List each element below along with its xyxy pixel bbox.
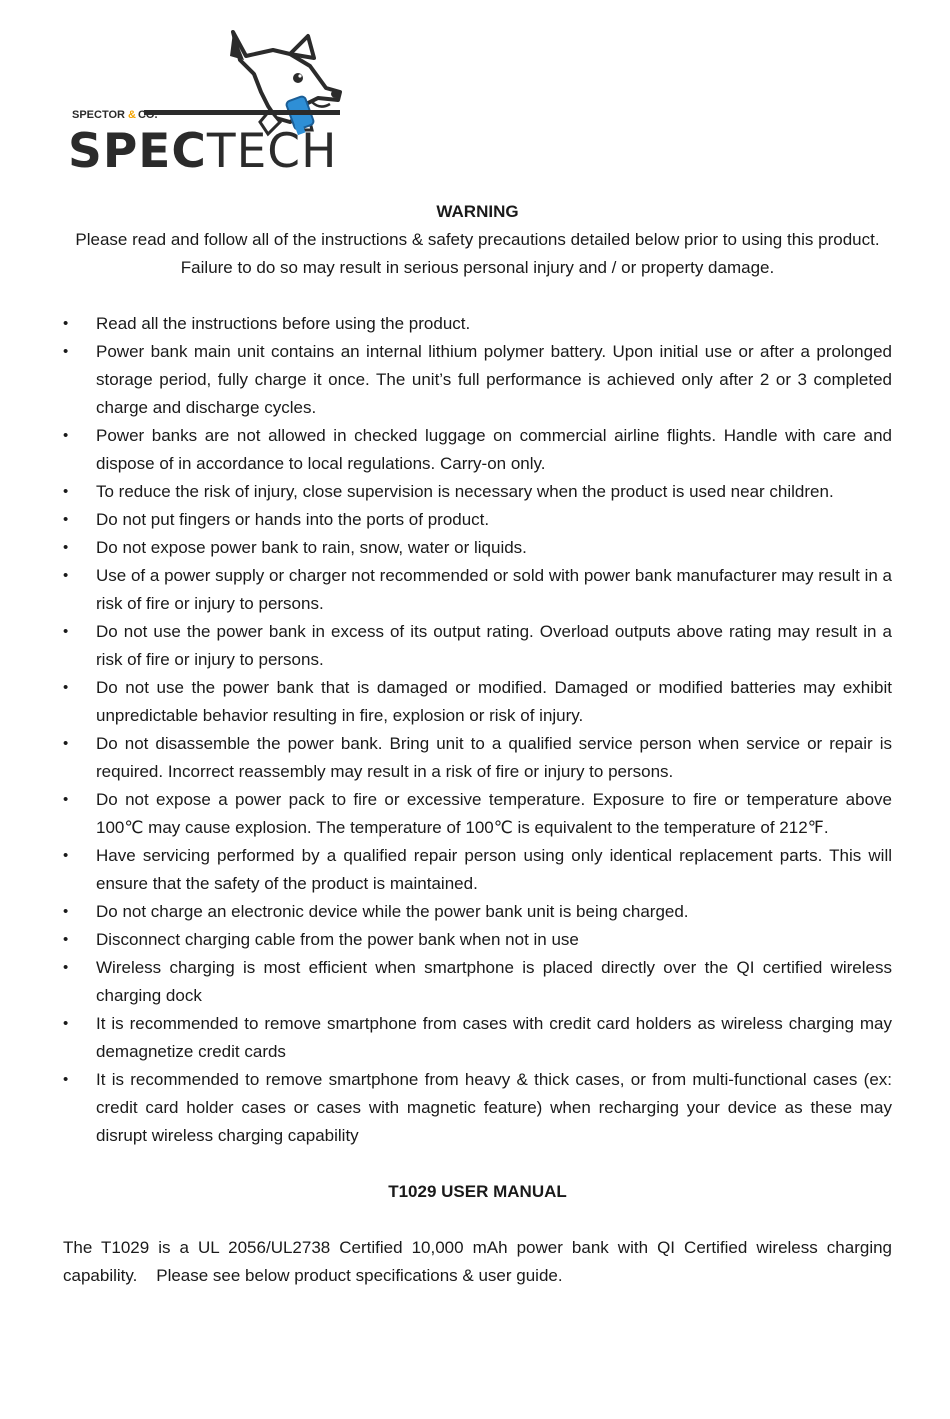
logo-small-text-1: SPECTOR: [72, 109, 125, 121]
list-item: • Do not use the power bank that is damaged or modified. Damaged or modified batteries may exhibit unpredictable behavior resulting in fire, explosion or risk of injury.: [63, 674, 892, 730]
logo-small-text-2: CO.: [137, 109, 158, 121]
list-item: • Do not use the power bank in excess of its output rating. Overload outputs above rating may result in a risk of fire or injury to persons.: [63, 618, 892, 674]
dog-mascot-icon: [230, 32, 341, 135]
list-item: • Power bank main unit contains an internal lithium polymer battery. Upon initial use or after a prolonged storage period, fully charge it once. The unit’s full performance is achieved only after 2 or 3 completed charge and discharge cycles.: [63, 338, 892, 422]
list-item: • Disconnect charging cable from the power bank when not in use: [63, 926, 892, 954]
list-item: • It is recommended to remove smartphone from heavy & thick cases, or from multi-functional cases (ex: credit card holder cases or cases with magnetic feature) when recharging your device as these may disrupt wireless charging capability: [63, 1066, 892, 1150]
list-item: • It is recommended to remove smartphone from cases with credit card holders as wireless charging may demagnetize credit cards: [63, 1010, 892, 1066]
list-item: • Read all the instructions before using the product.: [63, 310, 892, 338]
spectech-logo: [68, 26, 348, 176]
svg-text:SPECTECH: [68, 124, 337, 176]
list-item: • Do not expose a power pack to fire or excessive temperature. Exposure to fire or temperature above 100℃ may cause explosion. The temperature of 100℃ is equivalent to the temperature of 212℉.: [63, 786, 892, 842]
list-item: • Power banks are not allowed in checked luggage on commercial airline flights. Handle with care and dispose of in accordance to local regulations. Carry-on only.: [63, 422, 892, 478]
list-item: • Use of a power supply or charger not recommended or sold with power bank manufacturer may result in a risk of fire or injury to persons.: [63, 562, 892, 618]
document-body: [63, 198, 897, 1290]
list-item: • Do not expose power bank to rain, snow, water or liquids.: [63, 534, 892, 562]
warning-title: WARNING: [436, 202, 519, 221]
spectech-logo-graphic: [68, 26, 348, 176]
logo-small-amp: &: [127, 109, 136, 121]
warning-intro: Please read and follow all of the instructions & safety precautions detailed below prior to using this product. Failure to do so may result in serious personal injury and / or property damage.: [75, 230, 880, 277]
list-item: • Wireless charging is most efficient when smartphone is placed directly over the QI certified wireless charging dock: [63, 954, 892, 1010]
list-item: • To reduce the risk of injury, close supervision is necessary when the product is used near children.: [63, 478, 892, 506]
logo-big-text-2: TECH: [206, 124, 338, 176]
manual-description: The T1029 is a UL 2056/UL2738 Certified 10,000 mAh power bank with QI Certified wireless charging capability. Please see below product specifications & user guide.: [63, 1238, 897, 1285]
logo-big-text-1: SPEC: [68, 124, 207, 176]
list-item: • Have servicing performed by a qualified repair person using only identical replacement parts. This will ensure that the safety of the product is maintained.: [63, 842, 892, 898]
svg-text:SPECTOR&CO.: [72, 109, 158, 121]
list-item: • Do not put fingers or hands into the ports of product.: [63, 506, 892, 534]
manual-title: T1029 USER MANUAL: [388, 1182, 567, 1201]
safety-bullet-list: [63, 310, 892, 1150]
list-item: • Do not disassemble the power bank. Bring unit to a qualified service person when service or repair is required. Incorrect reassembly may result in a risk of fire or injury to persons.: [63, 730, 892, 786]
logo-bar: [144, 110, 340, 115]
list-item: • Do not charge an electronic device while the power bank unit is being charged.: [63, 898, 892, 926]
